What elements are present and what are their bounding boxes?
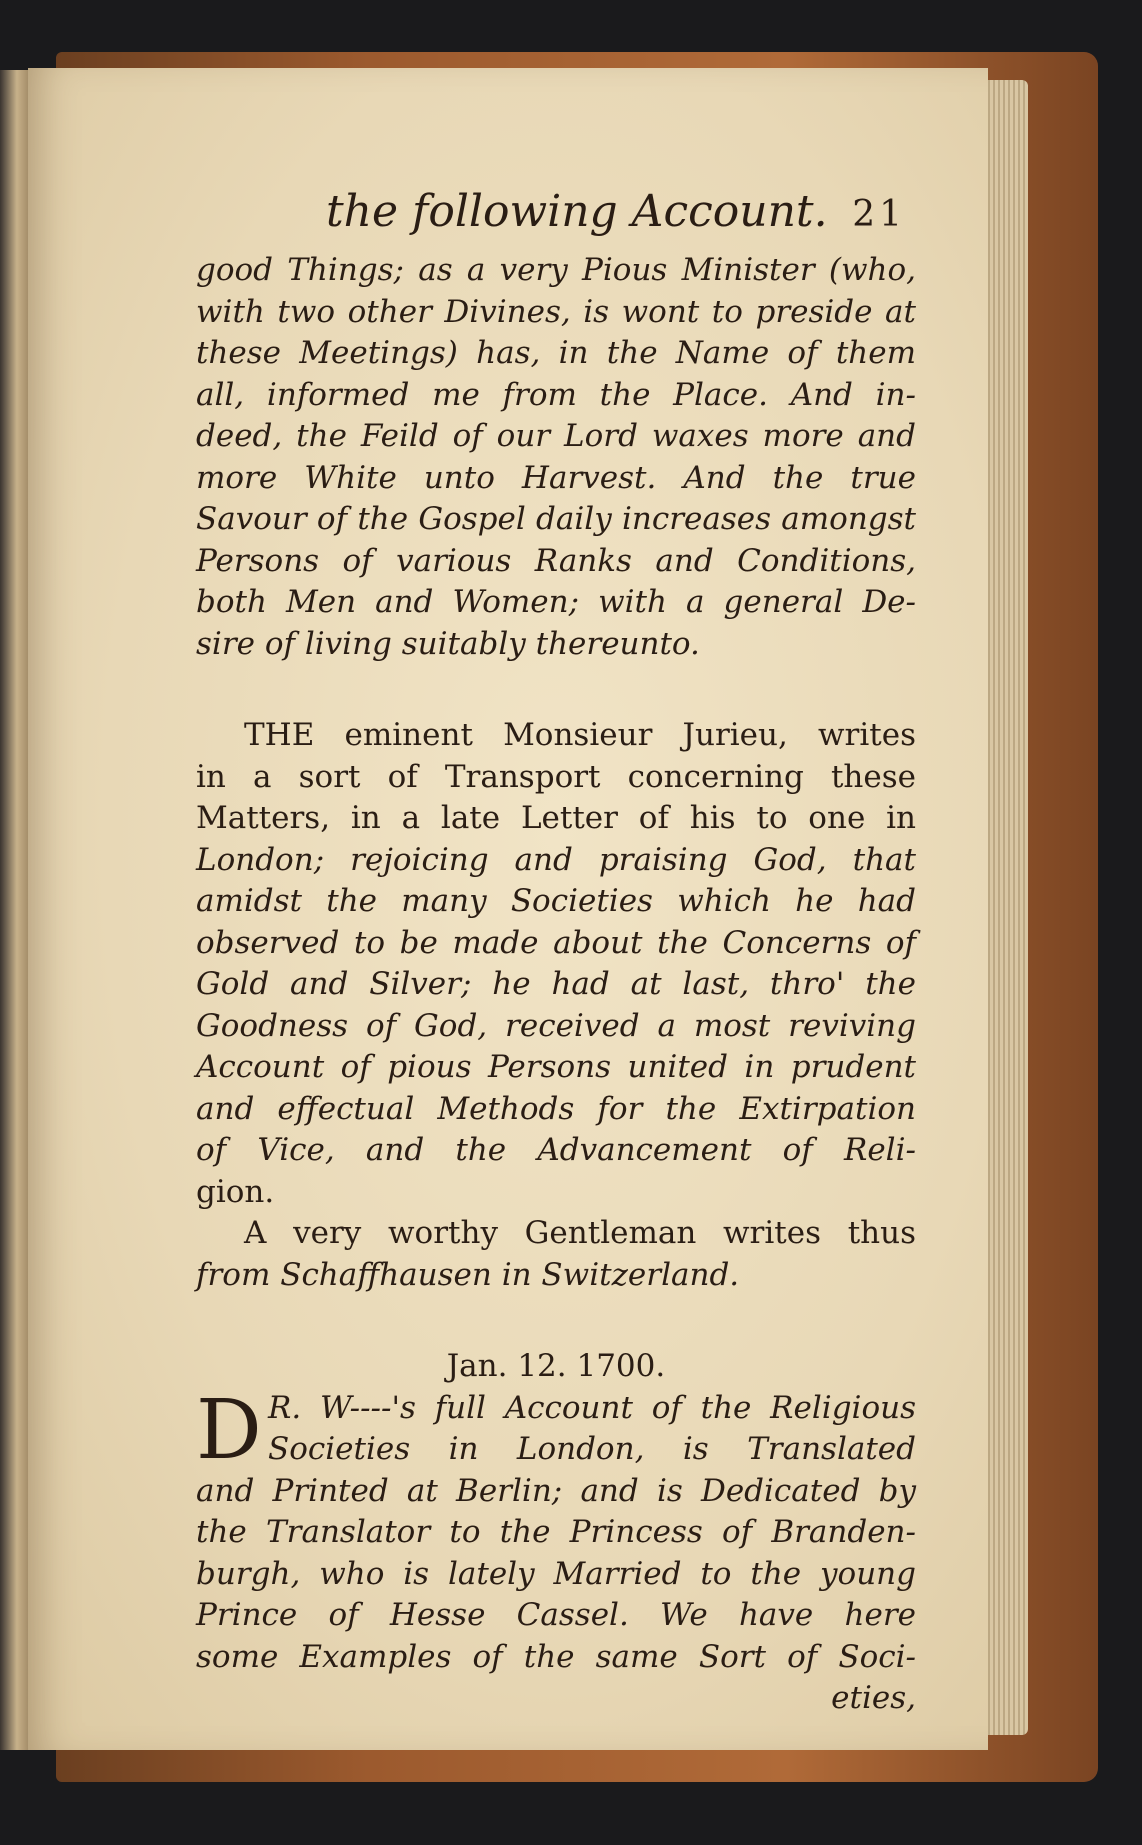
text-line: THE eminent Monsieur Jurieu, writes xyxy=(244,717,916,753)
text-line: Gold and Silver; he had at last, thro' the xyxy=(196,966,916,1002)
text-line: Persons of various Ranks and Conditions, xyxy=(196,542,916,579)
text-block xyxy=(196,186,916,1720)
paragraph-2 xyxy=(196,715,916,1213)
text-line: Societies in London, is Translated xyxy=(268,1431,916,1467)
paragraph-gap xyxy=(196,1296,916,1346)
text-line: all, informed me from the Place. And in- xyxy=(196,376,916,413)
catchword: eties, xyxy=(831,1680,916,1716)
facing-page-edge xyxy=(0,70,28,1750)
drop-cap: D xyxy=(196,1382,262,1478)
text-line: both Men and Women; with a general De- xyxy=(196,584,916,620)
text-line: burgh, who is lately Married to the young xyxy=(196,1555,916,1592)
letter-paragraph xyxy=(196,1382,916,1679)
text-line: of Vice, and the Advancement of Reli- xyxy=(196,1132,916,1168)
paragraph-1 xyxy=(196,250,916,665)
text-line: R. W----'s full Account of the Religious xyxy=(268,1389,916,1426)
text-line: more White unto Harvest. And the true xyxy=(196,459,916,496)
text-line: in a sort of Transport concerning these xyxy=(196,758,916,795)
text-line: from Schaffhausen in Switzerland. xyxy=(196,1256,740,1293)
running-head-title: the following Account. xyxy=(326,186,828,237)
text-line: good Things; as a very Pious Minister (who, xyxy=(196,252,916,288)
text-line: observed to be made about the Concerns of xyxy=(196,924,916,961)
text-line: with two other Divines, is wont to preside at xyxy=(196,293,916,330)
text-line: the Translator to the Princess of Branden- xyxy=(196,1514,916,1550)
text-line: Matters, in a late Letter of his to one in xyxy=(196,800,916,836)
text-line: amidst the many Societies which he had xyxy=(196,883,916,919)
text-line: Prince of Hesse Cassel. We have here xyxy=(196,1597,916,1633)
text-line: sire of living suitably thereunto. xyxy=(196,625,700,662)
text-line: Savour of the Gospel daily increases amongst xyxy=(196,501,916,537)
paragraph-3 xyxy=(196,1213,916,1296)
text-line: deed, the Feild of our Lord waxes more and xyxy=(196,418,916,454)
page-number: 21 xyxy=(852,194,906,235)
dateline: Jan. 12. 1700. xyxy=(446,1348,666,1384)
running-head xyxy=(196,186,916,250)
text-line: some Examples of the same Sort of Soci- xyxy=(196,1638,916,1675)
text-line: London; rejoicing and praising God, that xyxy=(196,841,916,878)
text-line: these Meetings) has, in the Name of them xyxy=(196,335,916,371)
book-page xyxy=(28,68,988,1750)
text-line: and effectual Methods for the Extirpation xyxy=(196,1090,916,1127)
text-line: gion. xyxy=(196,1173,275,1210)
paragraph-gap xyxy=(196,665,916,715)
text-line: Goodness of God, received a most reviving xyxy=(196,1007,916,1044)
text-line: A very worthy Gentleman writes thus xyxy=(244,1215,916,1251)
text-line: and Printed at Berlin; and is Dedicated by xyxy=(196,1472,916,1509)
text-line: Account of pious Persons united in prudent xyxy=(196,1049,916,1085)
